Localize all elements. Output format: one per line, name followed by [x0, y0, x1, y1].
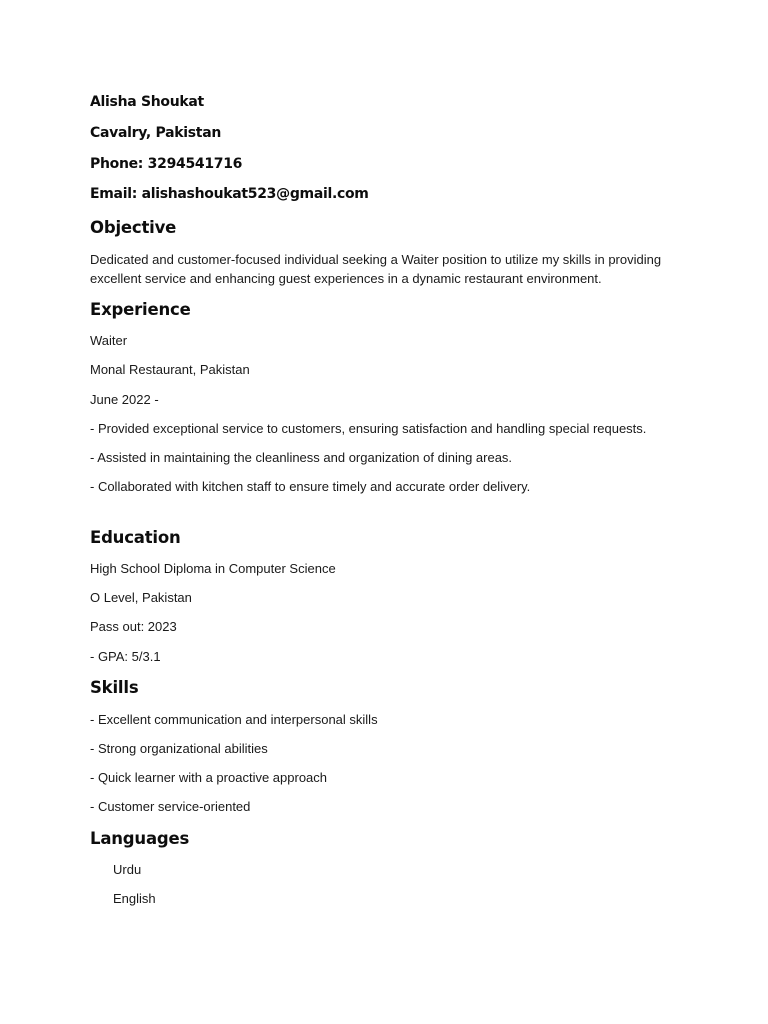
experience-company: Monal Restaurant, Pakistan [90, 362, 250, 377]
candidate-name: Alisha Shoukat [90, 94, 204, 110]
education-gpa: - GPA: 5/3.1 [90, 649, 161, 664]
experience-bullet: - Provided exceptional service to customers, ensuring satisfaction and handling special requests. [90, 421, 647, 436]
experience-bullet: - Assisted in maintaining the cleanliness and organization of dining areas. [90, 450, 513, 465]
language-item: English [113, 891, 156, 906]
objective-heading: Objective [90, 218, 177, 237]
education-degree: High School Diploma in Computer Science [90, 561, 336, 576]
objective-text: Dedicated and customer-focused individual seeking a Waiter position to utilize my skills in providing excellent service and enhancing guest experiences in a dynamic restaurant environment. [90, 252, 662, 286]
education-school: O Level, Pakistan [90, 590, 192, 605]
experience-dates: June 2022 - [90, 392, 159, 407]
skill-item: - Quick learner with a proactive approach [90, 770, 328, 785]
candidate-email: Email: alishashoukat523@gmail.com [90, 186, 369, 202]
experience-heading: Experience [90, 300, 191, 319]
language-item: Urdu [113, 862, 142, 877]
languages-heading: Languages [90, 829, 190, 848]
candidate-location: Cavalry, Pakistan [90, 125, 222, 141]
experience-bullet: - Collaborated with kitchen staff to ensure timely and accurate order delivery. [90, 479, 531, 494]
skill-item: - Strong organizational abilities [90, 741, 268, 756]
experience-role: Waiter [90, 333, 128, 348]
skill-item: - Excellent communication and interpersonal skills [90, 712, 378, 727]
candidate-phone: Phone: 3294541716 [90, 156, 243, 172]
education-passout: Pass out: 2023 [90, 619, 177, 634]
education-heading: Education [90, 528, 181, 547]
skill-item: - Customer service-oriented [90, 799, 251, 814]
skills-heading: Skills [90, 678, 139, 697]
